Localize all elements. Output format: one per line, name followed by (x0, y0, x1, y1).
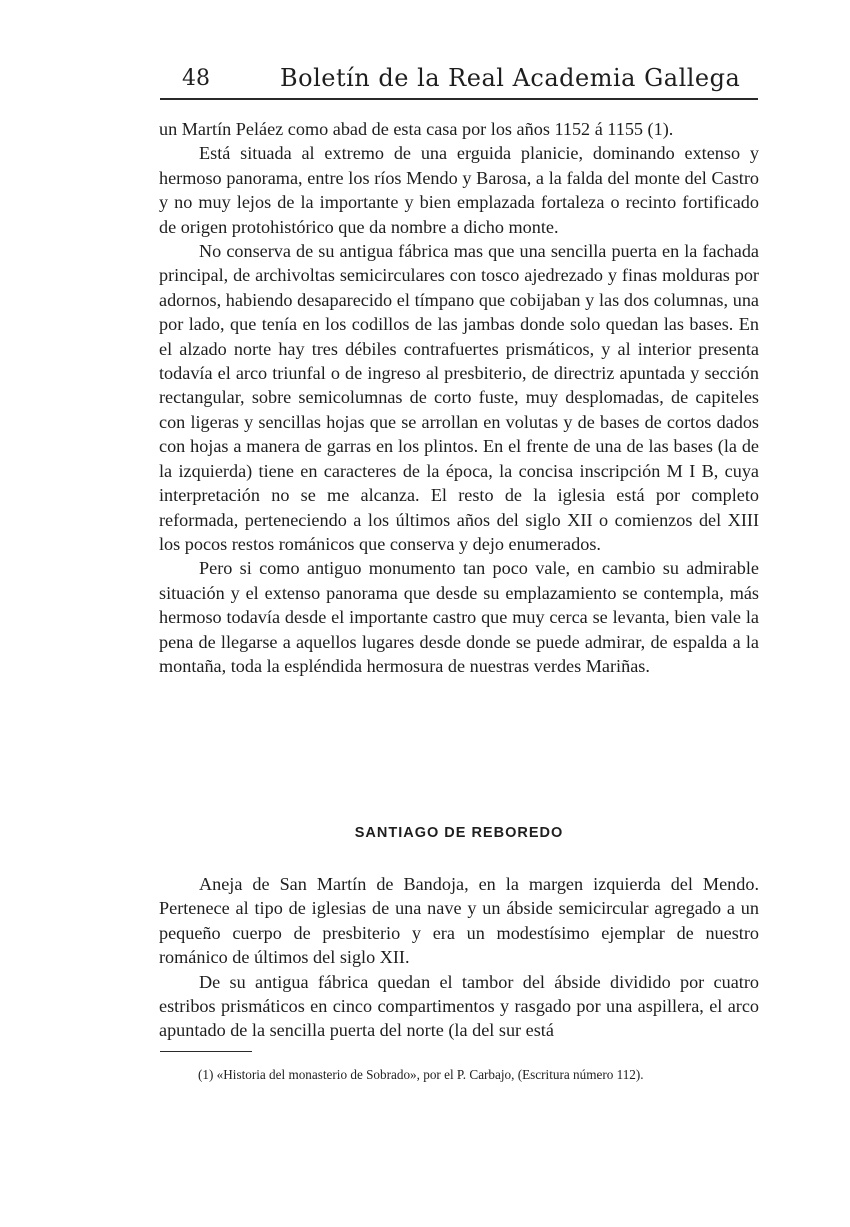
page-number: 48 (182, 66, 210, 91)
paragraph-antigua-fabrica: De su antigua fábrica quedan el tambor del ábside dividido por cuatro estribos prismáticos en cinco compartimentos y rasgado por una aspillera, el arco apuntado de la sencilla puerta del norte (la del sur está (159, 971, 759, 1041)
footnote-rule (160, 1051, 252, 1052)
paragraph-continuation: un Martín Peláez como abad de esta casa por los años 1152 á 1155 (1). (159, 119, 674, 139)
paragraph-fabric: No conserva de su antigua fábrica mas que una sencilla puerta en la fachada principal, de archivoltas semicirculares con tosco ajedrezado y finas molduras por adornos, habiendo desaparecido el tímpano que cobijaban y las dos columnas, una por lado, que tenía en los codillos de las jambas donde solo quedan las bases. En el alzado norte hay tres débiles contrafuertes prismáticos, y al interior presenta todavía el arco triunfal o de ingreso al presbiterio, de directriz apuntada y sección rectangular, sobre semicolumnas de corto fuste, muy desplomadas, de capiteles con ligeras y sencillas hojas que se arrollan en volutas y de bases de cortos dados con hojas a manera de garras en los plintos. En el frente de una de las bases (la de la izquierda) tiene en caracteres de la época, la concisa inscripción M I B, cuya interpretación no se me alcanza. El resto de la iglesia está por completo reformada, perteneciendo a los últimos años del siglo XII o comienzos del XIII los pocos restos románicos que conserva y dejo enumerados. (159, 241, 759, 554)
header-rule (160, 98, 758, 100)
section-heading: SANTIAGO DE REBOREDO (354, 825, 564, 841)
body-text-after-heading (159, 872, 759, 1043)
paragraph-location: Está situada al extremo de una erguida planicie, dominando extenso y hermoso panorama, entre los ríos Mendo y Barosa, a la falda del monte del Castro y no muy lejos de la importante y bien emplazada fortaleza o recinto fortificado de origen protohistórico que da nombre a dicho monte. (159, 143, 759, 237)
paragraph-aneja: Aneja de San Martín de Bandoja, en la margen izquierda del Mendo. Pertenece al tipo de iglesias de una nave y un ábside semicircular agregado a un pequeño cuerpo de presbiterio y era un modestísimo ejemplar de nuestro románico de últimos del siglo XII. (159, 874, 759, 968)
page-header (160, 64, 758, 100)
paragraph-panorama: Pero si como antiguo monumento tan poco vale, en cambio su admirable situación y el extenso panorama que desde su emplazamiento se contempla, más hermoso todavía desde el importante castro que muy cerca se levanta, bien vale la pena de llegarse a aquellos lugares desde donde se puede admirar, de espalda a la montaña, toda la espléndida hermosura de nuestras verdes Mariñas. (159, 558, 759, 676)
running-title: Boletín de la Real Academia Gallega (280, 64, 741, 92)
footnote: (1) «Historia del monasterio de Sobrado», por el P. Carbajo, (Escritura número 112). (198, 1067, 644, 1082)
body-text-before-heading (159, 117, 759, 678)
